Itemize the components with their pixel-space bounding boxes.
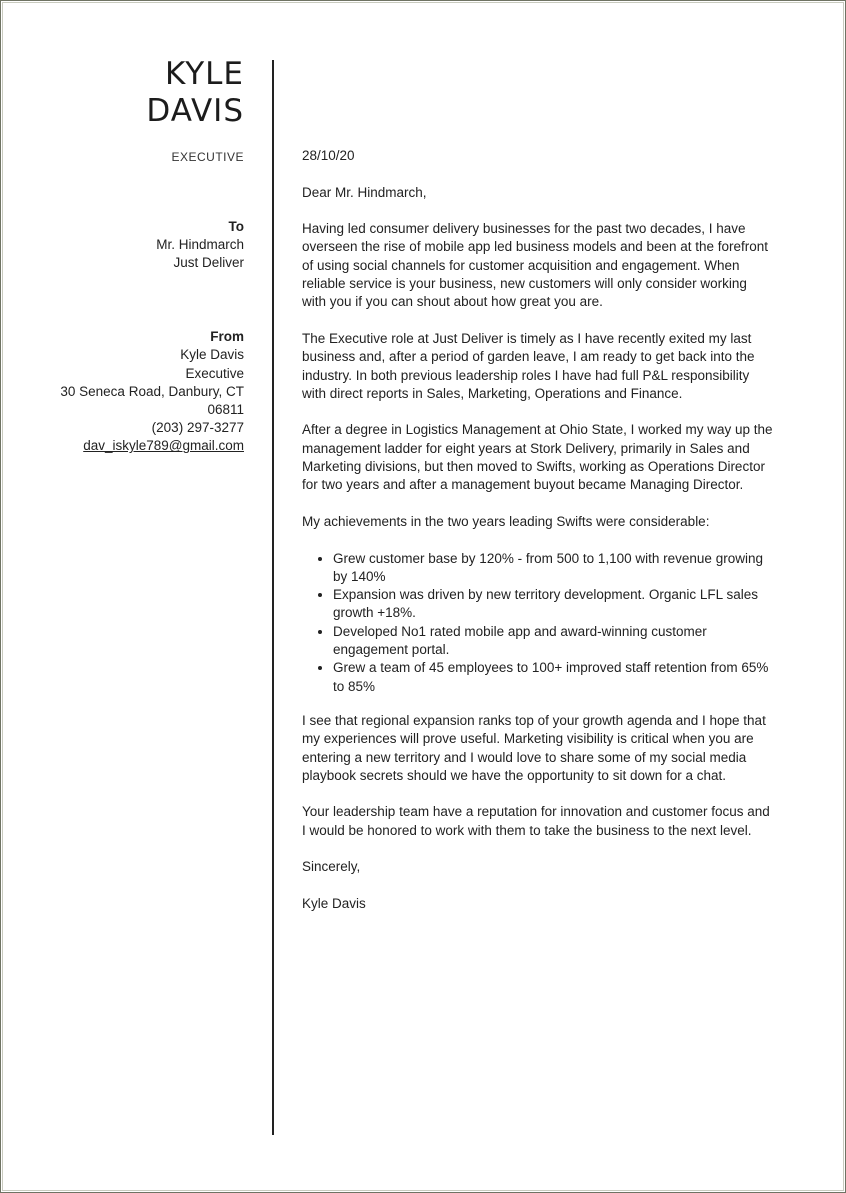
list-item: • Grew a team of 45 employees to 100+ improved staff retention from 65% to 85% (333, 659, 774, 696)
applicant-name (41, 56, 244, 130)
applicant-role: EXECUTIVE (171, 150, 244, 164)
sender-address-line2: 06811 (207, 402, 244, 418)
body-paragraph: My achievements in the two years leading Swifts were considerable: (302, 513, 710, 529)
body-paragraph: After a degree in Logistics Management at Ohio State, I worked my way up the management ladder for eight years at Stork Delivery, primarily in Sales and Marketing divisions, but then moved to Swifts, working as Operations Director for two years and after a management buyout became Managing Director. (302, 422, 773, 493)
sender-heading: From (210, 329, 244, 345)
achievements-list (302, 550, 774, 696)
sender-block (41, 328, 244, 455)
sender-title: Executive (185, 365, 244, 381)
list-item: • Expansion was driven by new territory development. Organic LFL sales growth +18%. (333, 586, 774, 623)
body-paragraph: The Executive role at Just Deliver is timely as I have recently exited my last business and, after a period of garden leave, I am ready to get back into the industry. In both previous leadership roles I have had full P&L responsibility with direct reports in Sales, Marketing, Operations and Finance. (302, 330, 755, 401)
sign-off: Sincerely, (302, 859, 361, 875)
recipient-company: Just Deliver (173, 255, 244, 271)
body-paragraph: I see that regional expansion ranks top of your growth agenda and I hope that my experiences will prove useful. Marketing visibility is critical when you are entering a new territory and I would love to share some of my social media playbook secrets should we have the opportunity to sit down for a chat. (302, 712, 766, 783)
list-item: • Developed No1 rated mobile app and award-winning customer engagement portal. (333, 623, 774, 660)
sender-name: Kyle Davis (180, 347, 244, 363)
sender-email-link[interactable]: dav_iskyle789@gmail.com (83, 438, 244, 454)
recipient-name: Mr. Hindmarch (156, 237, 244, 252)
letter-greeting: Dear Mr. Hindmarch, (302, 184, 427, 200)
sidebar (41, 56, 244, 456)
sender-phone: (203) 297-3277 (151, 420, 244, 436)
recipient-block (41, 218, 244, 272)
letter-date: 28/10/20 (302, 148, 355, 163)
list-item: • Grew customer base by 120% - from 500 to 1,100 with revenue growing by 140% (333, 550, 774, 587)
body-paragraph: Your leadership team have a reputation for innovation and customer focus and I would be honored to work with them to take the business to the next level. (302, 804, 770, 838)
first-name: KYLE (164, 56, 244, 92)
vertical-divider (272, 60, 274, 1135)
recipient-heading: To (228, 219, 244, 234)
letter-body (302, 147, 774, 931)
signature-name: Kyle Davis (302, 895, 366, 911)
body-paragraph: Having led consumer delivery businesses for the past two decades, I have overseen the rise of mobile app led business models and been at the forefront of using social channels for customer acquisition and engagement. When reliable service is your business, new customers will only consider working with you if you can shout about how great you are. (302, 221, 769, 310)
sender-address-line1: 30 Seneca Road, Danbury, CT (60, 383, 244, 399)
last-name: DAVIS (146, 93, 244, 129)
